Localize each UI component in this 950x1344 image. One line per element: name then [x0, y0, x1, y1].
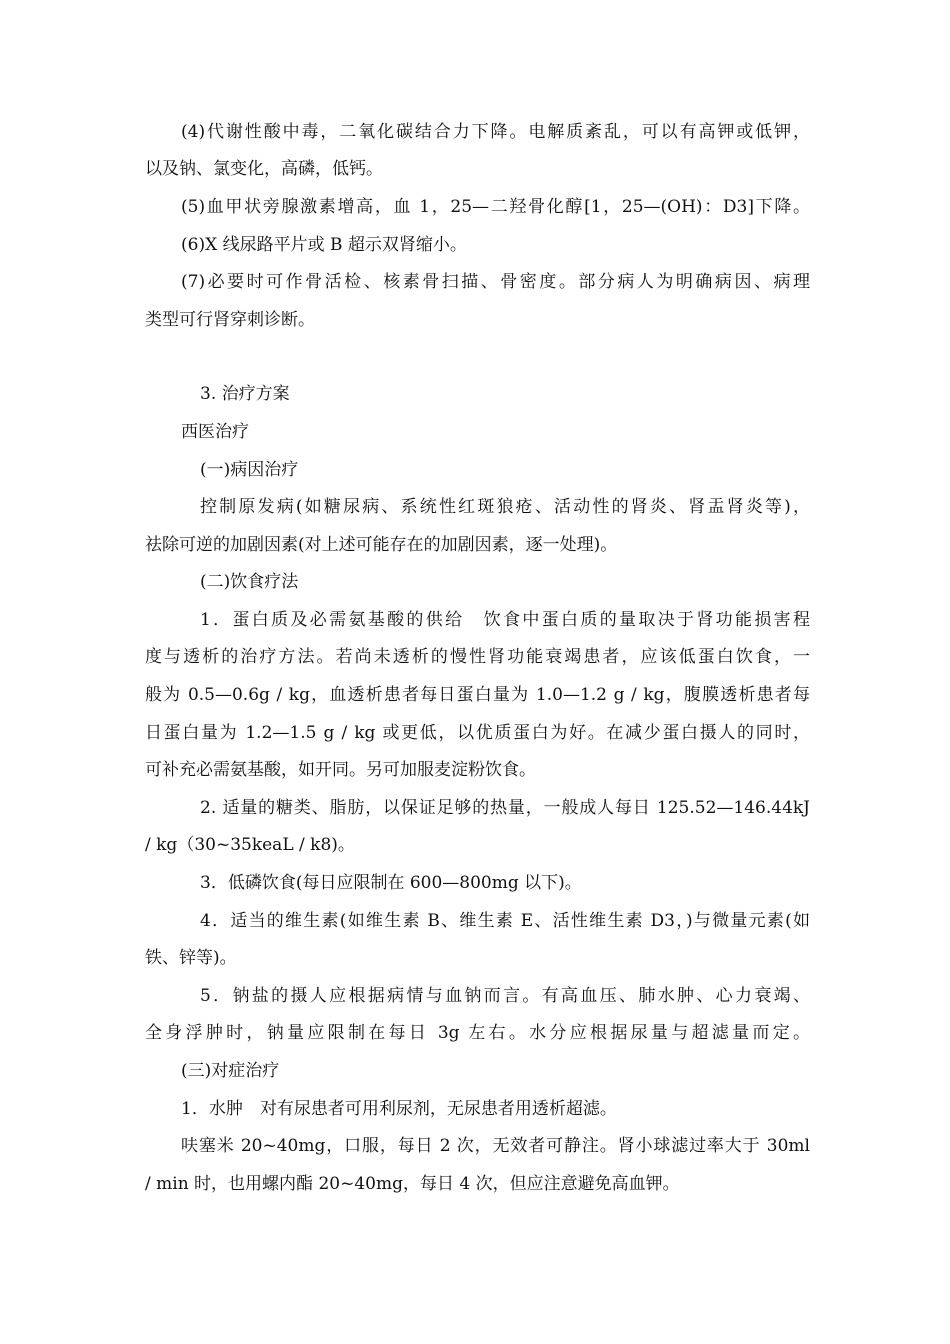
subsection-heading: (一)病因治疗 [200, 460, 299, 480]
paragraph-line: (4)代谢性酸中毒，二氧化碳结合力下降。电解质紊乱，可以有高钾或低钾， [181, 122, 810, 142]
paragraph-line: 日蛋白量为 1.2—1.5 g / kg 或更低，以优质蛋白为好。在减少蛋白摄人的同时， [145, 723, 810, 743]
paragraph-line: 1．蛋白质及必需氨基酸的供给 饮食中蛋白质的量取决于肾功能损害程 [200, 610, 810, 630]
paragraph-line: 度与透析的治疗方法。若尚未透析的慢性肾功能衰竭患者，应该低蛋白饮食，一 [145, 647, 810, 667]
paragraph-line: 般为 0.5—0.6g / kg，血透析患者每日蛋白量为 1.0—1.2 g / kg，腹膜透析患者每 [145, 685, 810, 705]
subsection-heading: (三)对症治疗 [181, 1061, 280, 1081]
paragraph-line: 3．低磷饮食(每日应限制在 600—800mg 以下)。 [200, 873, 582, 893]
paragraph-line: 2. 适量的糖类、脂肪，以保证足够的热量，一般成人每日 125.52—146.44kJ [200, 798, 810, 818]
paragraph-line: (5)血甲状旁腺激素增高，血 1，25—二羟骨化醇[1，25—(OH)：D3]下降。 [181, 197, 810, 217]
paragraph-line: (6)X 线尿路平片或 B 超示双肾缩小。 [181, 235, 467, 255]
paragraph-line: 铁、锌等)。 [145, 948, 237, 968]
paragraph-line: 祛除可逆的加剧因素(对上述可能存在的加剧因素，逐一处理)。 [145, 535, 618, 555]
paragraph-line: / min 时，也用螺内酯 20~40mg，每日 4 次，但应注意避免高血钾。 [145, 1174, 680, 1194]
section-heading: 3. 治疗方案 [200, 384, 290, 404]
paragraph-line: 类型可行肾穿刺诊断。 [145, 310, 315, 330]
paragraph-line: 以及钠、氯变化，高磷，低钙。 [145, 159, 383, 179]
paragraph-line: / kg（30~35keaL / k8)。 [145, 835, 355, 855]
paragraph-line: 4．适当的维生素(如维生素 B、维生素 E、活性维生素 D3，)与微量元素(如 [200, 911, 810, 931]
subsection-heading: (二)饮食疗法 [200, 572, 299, 592]
paragraph-line: 5．钠盐的摄人应根据病情与血钠而言。有高血压、肺水肿、心力衰竭、 [200, 986, 810, 1006]
paragraph-line: 1．水肿 对有尿患者可用利尿剂，无尿患者用透析超滤。 [181, 1099, 617, 1119]
paragraph-line: (7)必要时可作骨活检、核素骨扫描、骨密度。部分病人为明确病因、病理 [181, 272, 810, 292]
paragraph-line: 全身浮肿时，钠量应限制在每日 3g 左右。水分应根据尿量与超滤量而定。 [145, 1023, 810, 1043]
paragraph-line: 控制原发病(如糖尿病、系统性红斑狼疮、活动性的肾炎、肾盂肾炎等)， [200, 497, 810, 517]
paragraph-line: 呋塞米 20~40mg，口服，每日 2 次，无效者可静注。肾小球滤过率大于 30ml [181, 1136, 810, 1156]
subsection-heading: 西医治疗 [181, 422, 249, 442]
paragraph-line: 可补充必需氨基酸，如开同。另可加服麦淀粉饮食。 [145, 760, 536, 780]
